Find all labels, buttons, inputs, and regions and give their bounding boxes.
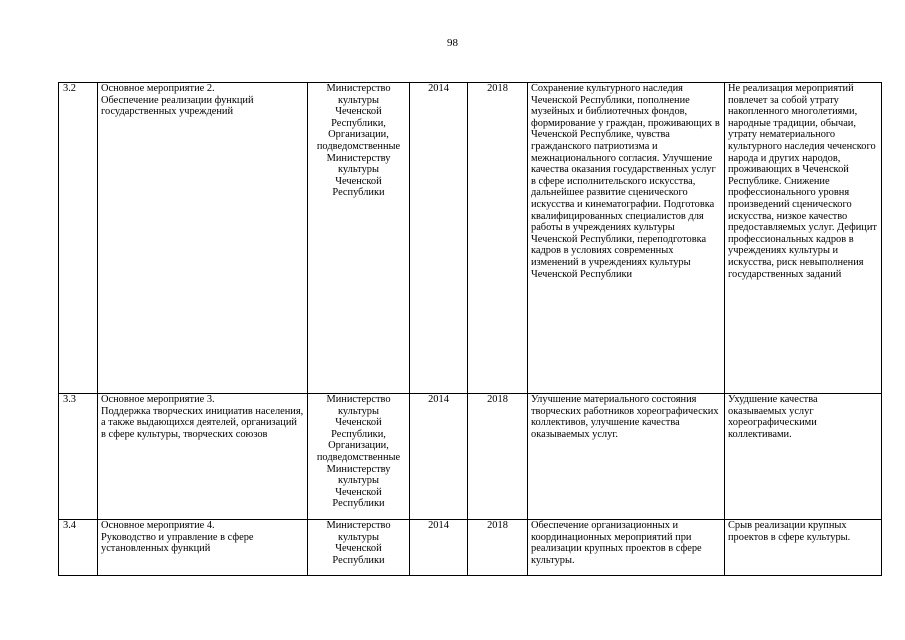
page-number: 98 [447,37,458,49]
end-year: 2018 [468,394,528,520]
start-year: 2014 [410,520,468,576]
table-row [59,83,882,394]
activity-name: Основное мероприятие 2. Обеспечение реализации функций государственных учреждений [98,83,308,394]
end-year: 2018 [468,520,528,576]
non-implementation-consequences: Не реализация мероприятий повлечет за собой утрату накопленного многолетиями, народные традиции, обычаи, утрату нематериального культурного наследия чеченского народа и других народов, проживающих в Чеченской Республике. Снижение профессионального уровня произведений сценического искусства, низкое качество предоставляемых услуг. Дефицит профессиональных кадров в учреждениях культуры и искусства, риск невыполнения государственных заданий [725,83,882,394]
start-year: 2014 [410,394,468,520]
responsible-executor: Министерство культуры Чеченской Республики, Организации, подведомственные Министерству культуры Чеченской Республики [308,83,410,394]
activity-name: Основное мероприятие 4. Руководство и управление в сфере установленных функций [98,520,308,576]
non-implementation-consequences: Срыв реализации крупных проектов в сфере культуры. [725,520,882,576]
activity-name: Основное мероприятие 3. Поддержка творческих инициатив населения, а также выдающихся деятелей, организаций в сфере культуры, творческих союзов [98,394,308,520]
expected-result: Улучшение материального состояния творческих работников хореографических коллективов, улучшение качества оказываемых услуг. [528,394,725,520]
expected-result: Обеспечение организационных и координационных мероприятий при реализации крупных проектов в сфере культуры. [528,520,725,576]
table-row [59,520,882,576]
row-number: 3.3 [59,394,98,520]
responsible-executor: Министерство культуры Чеченской Республики, Организации, подведомственные Министерству культуры Чеченской Республики [308,394,410,520]
end-year: 2018 [468,83,528,394]
start-year: 2014 [410,83,468,394]
row-number: 3.2 [59,83,98,394]
table-row [59,394,882,520]
program-activities-table [58,82,882,576]
expected-result: Сохранение культурного наследия Чеченской Республики, пополнение музейных и библиотечных фондов, формирование у граждан, проживающих в Чеченской Республике, чувства гражданского патриотизма и межнационального согласия. Улучшение качества оказания государственных услуг в сфере исполнительского искусства, дальнейшее развитие сценического искусства и кинематографии. Подготовка квалифицированных специалистов для работы в учреждениях культуры Чеченской Республики, переподготовка кадров в условиях современных изменений в учреждениях культуры Чеченской Республики [528,83,725,394]
non-implementation-consequences: Ухудшение качества оказываемых услуг хореографическими коллективами. [725,394,882,520]
responsible-executor: Министерство культуры Чеченской Республики [308,520,410,576]
row-number: 3.4 [59,520,98,576]
